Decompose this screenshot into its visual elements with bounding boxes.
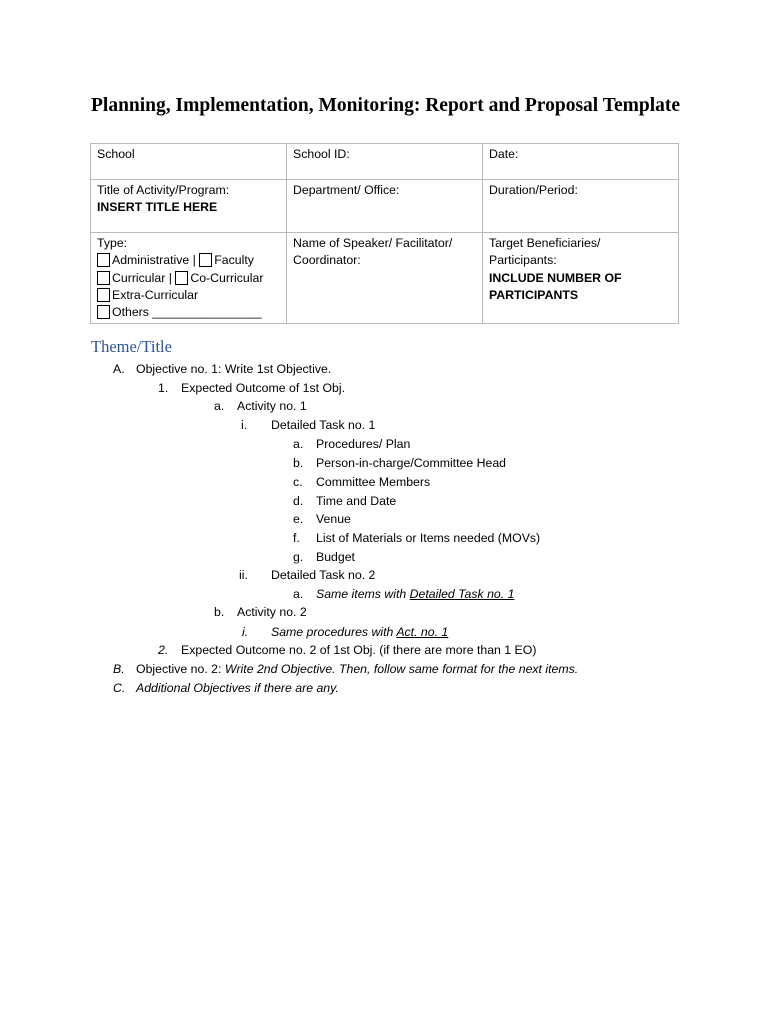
list-item-text: List of Materials or Items needed (MOVs)	[316, 531, 541, 545]
curricular-checkbox[interactable]	[97, 271, 110, 285]
list-marker: 2.	[158, 643, 169, 657]
list-marker: 1.	[158, 381, 169, 395]
date-label: Date:	[489, 147, 519, 161]
others-checkbox[interactable]	[97, 305, 110, 319]
list-item-text: Venue	[316, 512, 351, 526]
type-row-1	[97, 252, 280, 269]
list-marker: a.	[214, 399, 225, 413]
faculty-label: Faculty	[214, 253, 254, 268]
cross-reference-link[interactable]: Act. no. 1	[396, 625, 449, 639]
extra-curricular-checkbox[interactable]	[97, 288, 110, 302]
list-marker: ii.	[239, 568, 248, 582]
speaker-label-line2: Coordinator:	[293, 253, 361, 268]
type-row-3	[97, 287, 280, 304]
type-label: Type:	[97, 236, 128, 250]
activity-title-label: Title of Activity/Program:	[97, 183, 230, 197]
list-marker: B.	[113, 662, 125, 676]
list-marker: d.	[293, 494, 304, 508]
list-item-text-prefix: Objective no. 2:	[136, 662, 225, 676]
date-cell[interactable]	[483, 144, 679, 180]
target-value-line1: INCLUDE NUMBER OF	[489, 270, 622, 285]
co-curricular-checkbox[interactable]	[175, 271, 188, 285]
list-marker: C.	[113, 681, 126, 695]
activity-title-cell[interactable]	[91, 180, 287, 233]
theme-heading: Theme/Title	[91, 337, 172, 356]
list-item-text: Procedures/ Plan	[316, 437, 411, 451]
list-item-text-italic: Write 2nd Objective. Then, follow same format for the next items.	[224, 662, 579, 676]
list-item-text: Expected Outcome no. 2 of 1st Obj. (if there are more than 1 EO)	[181, 643, 537, 657]
activity-title-value: INSERT TITLE HERE	[97, 200, 218, 215]
school-cell[interactable]	[91, 144, 287, 180]
list-marker: f.	[293, 531, 300, 545]
faculty-checkbox[interactable]	[199, 253, 212, 267]
list-marker: c.	[293, 475, 303, 489]
list-marker: b.	[293, 456, 304, 470]
list-marker: g.	[293, 550, 304, 564]
co-curricular-label: Co-Curricular	[190, 270, 264, 285]
document-title: Planning, Implementation, Monitoring: Report and Proposal Template	[91, 95, 681, 116]
list-item-text: Detailed Task no. 1	[271, 418, 376, 432]
list-item-text-prefix: Same items with	[316, 587, 410, 601]
school-id-cell[interactable]	[287, 144, 483, 180]
speaker-cell[interactable]	[287, 233, 483, 324]
administrative-label: Administrative |	[112, 253, 196, 268]
list-item-text: Detailed Task no. 2	[271, 568, 376, 582]
duration-label: Duration/Period:	[489, 183, 578, 197]
speaker-label-line1: Name of Speaker/ Facilitator/	[293, 236, 453, 250]
type-row-2	[97, 270, 280, 287]
department-cell[interactable]	[287, 180, 483, 233]
target-cell[interactable]	[483, 233, 679, 324]
list-marker: a.	[293, 587, 304, 601]
list-item-text-prefix: Same procedures with	[271, 625, 397, 639]
type-row-4	[97, 304, 280, 321]
list-marker: i.	[241, 418, 248, 432]
administrative-checkbox[interactable]	[97, 253, 110, 267]
extra-curricular-label: Extra-Curricular	[112, 287, 199, 302]
list-marker: e.	[293, 512, 304, 526]
list-item-text	[271, 624, 448, 640]
list-marker: b.	[214, 605, 225, 619]
list-item-text: Person-in-charge/Committee Head	[316, 456, 507, 470]
info-table	[90, 143, 679, 324]
list-item-text: Expected Outcome of 1st Obj.	[181, 381, 346, 395]
list-marker: A.	[113, 362, 125, 376]
list-item-text: Activity no. 2	[237, 605, 307, 619]
list-item-text	[316, 586, 514, 602]
cross-reference-link[interactable]: Detailed Task no. 1	[409, 587, 515, 601]
type-cell	[91, 233, 287, 324]
target-label-line2: Participants:	[489, 253, 557, 268]
list-marker: a.	[293, 437, 304, 451]
list-item-text: Objective no. 1: Write 1st Objective.	[136, 362, 332, 376]
others-label: Others ________________	[112, 305, 262, 320]
department-label: Department/ Office:	[293, 183, 400, 197]
list-item-text: Additional Objectives if there are any.	[136, 681, 339, 695]
school-label: School	[97, 147, 135, 161]
target-value-line2: PARTICIPANTS	[489, 287, 579, 302]
list-marker: i.	[242, 625, 249, 639]
list-item-text: Committee Members	[316, 475, 431, 489]
target-label-line1: Target Beneficiaries/	[489, 236, 601, 250]
list-item-text	[136, 661, 578, 677]
list-item-text: Time and Date	[316, 494, 397, 508]
list-item-text: Budget	[316, 550, 355, 564]
curricular-label: Curricular |	[112, 270, 172, 285]
school-id-label: School ID:	[293, 147, 350, 161]
duration-cell[interactable]	[483, 180, 679, 233]
list-item-text: Activity no. 1	[237, 399, 307, 413]
